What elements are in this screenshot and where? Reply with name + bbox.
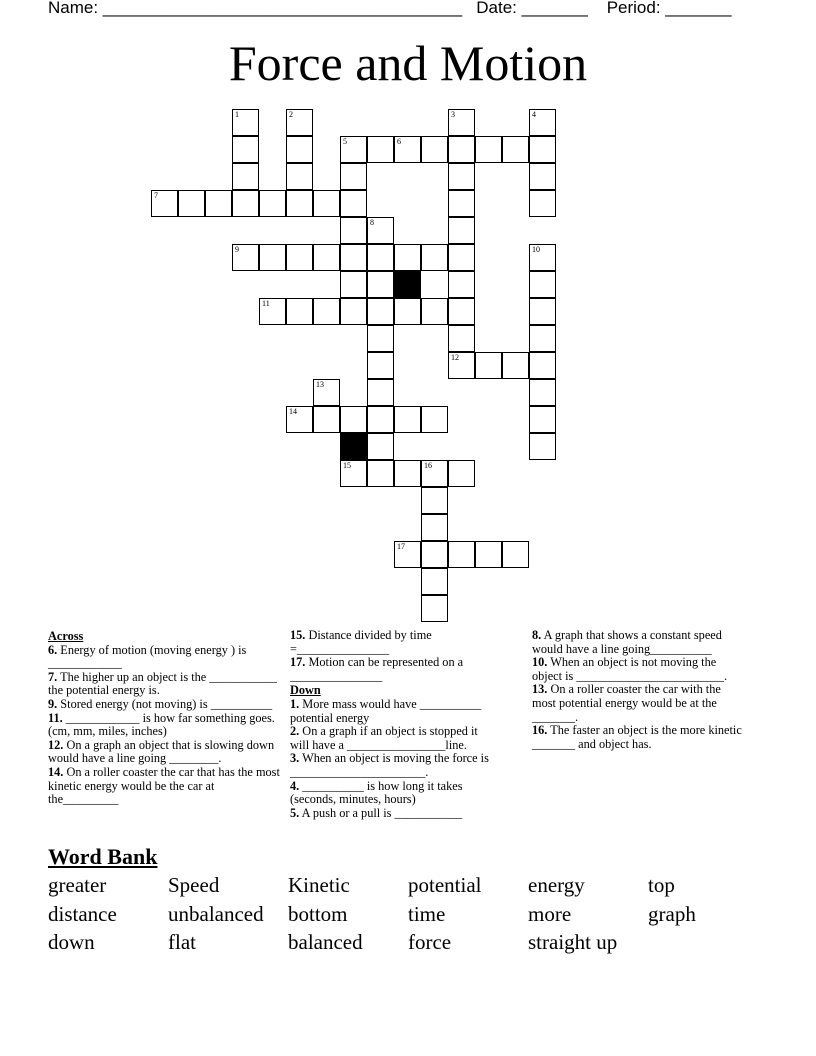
crossword-cell[interactable]	[367, 379, 394, 406]
period-field[interactable]: Period: _______	[606, 0, 732, 17]
crossword-cell[interactable]	[529, 109, 556, 136]
crossword-cell[interactable]	[367, 136, 394, 163]
crossword-cell[interactable]	[313, 298, 340, 325]
word-bank-word: more	[528, 902, 572, 926]
down-clue-list-continued	[532, 629, 746, 751]
crossword-cell[interactable]	[529, 136, 556, 163]
clue-number: 9.	[48, 696, 58, 711]
across-clue-list	[48, 644, 282, 807]
crossword-cell[interactable]	[313, 190, 340, 217]
clue-text: More mass would have __________ potential energy	[290, 696, 482, 725]
crossword-cell[interactable]	[286, 190, 313, 217]
crossword-cell[interactable]	[286, 163, 313, 190]
clue-number-label: 4	[532, 110, 536, 119]
clue-number: 11.	[48, 710, 63, 725]
crossword-cell[interactable]	[448, 325, 475, 352]
crossword-cell[interactable]	[448, 541, 475, 568]
crossword-cell[interactable]	[178, 190, 205, 217]
clues-column-1	[48, 629, 282, 807]
clue-number: 5.	[290, 805, 300, 820]
clue-text: On a roller coaster the car that has the most kinetic energy would be the car at the_________	[48, 764, 280, 807]
down-clue-list	[290, 698, 500, 820]
word-bank-word: unbalanced	[168, 902, 264, 926]
clue-number-label: 16	[424, 461, 432, 470]
word-bank-word: top	[648, 873, 675, 897]
clue-number-label: 13	[316, 380, 324, 389]
clue-number-label: 9	[235, 245, 239, 254]
clue-item	[532, 724, 746, 751]
clue-item	[290, 807, 500, 821]
word-bank-word: time	[408, 902, 446, 926]
crossword-cell[interactable]	[286, 136, 313, 163]
clue-number: 4.	[290, 778, 300, 793]
crossword-cell[interactable]	[286, 244, 313, 271]
clue-text: Motion can be represented on a _______________	[290, 655, 464, 683]
clue-item	[290, 698, 500, 725]
clues-column-3	[532, 629, 746, 751]
clue-text: On a roller coaster the car with the most potential energy would be at the _______.	[532, 682, 721, 724]
word-bank-word: balanced	[288, 930, 363, 954]
crossword-cell[interactable]	[421, 136, 448, 163]
clue-number-label: 3	[451, 110, 455, 119]
clue-item	[532, 656, 746, 683]
crossword-cell[interactable]	[367, 271, 394, 298]
crossword-cell[interactable]	[421, 298, 448, 325]
crossword-cell[interactable]	[421, 487, 448, 514]
crossword-cell[interactable]	[232, 163, 259, 190]
word-bank-word: Kinetic	[288, 873, 350, 897]
clue-text: __________ is how long it takes (seconds, minutes, hours)	[290, 778, 463, 807]
crossword-cell[interactable]	[448, 298, 475, 325]
crossword-cell[interactable]	[502, 541, 529, 568]
clue-text: On a graph if an object is stopped it will have a ________________line.	[290, 724, 478, 752]
clue-text: When an object is not moving the object is ________________________.	[532, 655, 728, 683]
clue-item	[48, 766, 282, 807]
crossword-cell[interactable]	[394, 541, 421, 568]
crossword-cell[interactable]	[367, 298, 394, 325]
crossword-cell[interactable]	[232, 244, 259, 271]
crossword-cell[interactable]	[313, 244, 340, 271]
black-cell	[394, 271, 421, 298]
crossword-cell[interactable]	[448, 244, 475, 271]
word-bank-word: potential	[408, 873, 482, 897]
clue-item	[48, 644, 282, 671]
crossword-cell[interactable]	[205, 190, 232, 217]
crossword-cell[interactable]	[232, 109, 259, 136]
crossword-cell[interactable]	[529, 379, 556, 406]
date-field[interactable]: Date: _______	[476, 0, 588, 17]
clue-number: 6.	[48, 642, 58, 657]
crossword-cell[interactable]	[448, 217, 475, 244]
crossword-cell[interactable]	[340, 271, 367, 298]
crossword-cell[interactable]	[394, 406, 421, 433]
clue-item	[290, 629, 500, 656]
crossword-cell[interactable]	[421, 514, 448, 541]
crossword-cell[interactable]	[421, 244, 448, 271]
crossword-cell[interactable]	[340, 217, 367, 244]
clue-number: 13.	[532, 682, 548, 697]
crossword-cell[interactable]	[394, 460, 421, 487]
crossword-cell[interactable]	[475, 136, 502, 163]
word-bank-word: distance	[48, 902, 117, 926]
crossword-cell[interactable]	[394, 244, 421, 271]
crossword-cell[interactable]	[313, 406, 340, 433]
clue-text: The faster an object is the more kinetic _______ and object has.	[532, 723, 742, 751]
crossword-cell[interactable]	[259, 298, 286, 325]
crossword-cell[interactable]	[529, 433, 556, 460]
crossword-cell[interactable]	[232, 136, 259, 163]
crossword-cell[interactable]	[340, 163, 367, 190]
clue-number: 8.	[532, 628, 542, 642]
crossword-cell[interactable]	[340, 190, 367, 217]
clue-number: 14.	[48, 764, 64, 779]
clue-text: A push or a pull is ___________	[299, 805, 463, 820]
clue-text: The higher up an object is the ___________ the potential energy is.	[48, 669, 277, 698]
crossword-cell[interactable]	[286, 109, 313, 136]
crossword-cell[interactable]	[367, 460, 394, 487]
clue-number-label: 6	[397, 137, 401, 146]
clue-number: 12.	[48, 737, 64, 752]
word-bank-word: bottom	[288, 902, 348, 926]
across-heading: Across	[48, 629, 84, 643]
crossword-cell[interactable]	[259, 244, 286, 271]
crossword-cell[interactable]	[448, 460, 475, 487]
clue-text: On a graph an object that is slowing down would have a line going ________.	[48, 737, 275, 766]
clue-number: 1.	[290, 696, 300, 711]
word-bank-title: Word Bank	[48, 844, 158, 869]
across-clue-list-continued	[290, 629, 500, 683]
crossword-cell[interactable]	[448, 271, 475, 298]
crossword-cell[interactable]	[394, 136, 421, 163]
clue-number: 2.	[290, 724, 300, 739]
crossword-cell[interactable]	[475, 541, 502, 568]
clue-number: 17.	[290, 655, 306, 670]
crossword-cell[interactable]	[367, 433, 394, 460]
clue-text: Distance divided by time =_______________	[290, 628, 432, 656]
crossword-cell[interactable]	[475, 352, 502, 379]
clue-number-label: 5	[343, 137, 347, 146]
crossword-cell[interactable]	[529, 163, 556, 190]
crossword-cell[interactable]	[448, 136, 475, 163]
crossword-cell[interactable]	[448, 163, 475, 190]
clue-text: Energy of motion (moving energy ) is ____________	[48, 642, 247, 671]
crossword-cell[interactable]	[421, 406, 448, 433]
clue-number: 10.	[532, 655, 548, 670]
crossword-cell[interactable]	[232, 190, 259, 217]
crossword-cell[interactable]	[502, 352, 529, 379]
word-bank-word: down	[48, 930, 95, 954]
clue-text: When an object is moving the force is ______________________.	[290, 751, 489, 779]
crossword-cell[interactable]	[421, 595, 448, 622]
name-field[interactable]: Name: ______________________________________	[48, 0, 463, 17]
clue-number: 7.	[48, 669, 58, 684]
down-heading: Down	[290, 683, 321, 698]
clue-number-label: 14	[289, 407, 297, 416]
clue-item	[532, 629, 746, 656]
clue-item	[48, 739, 282, 766]
crossword-cell[interactable]	[367, 244, 394, 271]
crossword-cell[interactable]	[340, 298, 367, 325]
clue-number-label: 1	[235, 110, 239, 119]
crossword-cell[interactable]	[367, 325, 394, 352]
crossword-cell[interactable]	[421, 460, 448, 487]
crossword-cell[interactable]	[151, 190, 178, 217]
clue-number-label: 11	[262, 299, 270, 308]
crossword-cell[interactable]	[340, 244, 367, 271]
clue-item	[48, 712, 282, 739]
crossword-cell[interactable]	[529, 352, 556, 379]
clue-item	[290, 656, 500, 683]
crossword-cell[interactable]	[340, 136, 367, 163]
black-cell	[340, 433, 367, 460]
crossword-cell[interactable]	[529, 298, 556, 325]
clue-number-label: 2	[289, 110, 293, 119]
clue-item	[290, 725, 500, 752]
clue-number: 15.	[290, 628, 306, 642]
word-bank-word: graph	[648, 902, 696, 926]
crossword-cell[interactable]	[448, 190, 475, 217]
crossword-cell[interactable]	[502, 136, 529, 163]
crossword-cell[interactable]	[448, 352, 475, 379]
crossword-cell[interactable]	[367, 406, 394, 433]
clue-item	[48, 671, 282, 698]
clue-item	[290, 780, 500, 807]
clue-item	[532, 683, 746, 724]
crossword-cell[interactable]	[421, 568, 448, 595]
crossword-cell[interactable]	[367, 217, 394, 244]
clue-item	[290, 752, 500, 779]
clue-number-label: 12	[451, 353, 459, 362]
clue-text: ____________ is how far something goes. (cm, mm, miles, inches)	[48, 710, 275, 739]
clue-number-label: 10	[532, 245, 540, 254]
crossword-cell[interactable]	[340, 406, 367, 433]
clue-number: 16.	[532, 723, 548, 738]
word-bank-word: flat	[168, 930, 196, 954]
crossword-cell[interactable]	[529, 406, 556, 433]
word-bank-word: greater	[48, 873, 107, 897]
crossword-cell[interactable]	[286, 298, 313, 325]
crossword-cell[interactable]	[286, 406, 313, 433]
word-bank-word: energy	[528, 873, 585, 897]
crossword-cell[interactable]	[367, 352, 394, 379]
clue-number-label: 8	[370, 218, 374, 227]
page-title: Force and Motion	[228, 35, 588, 91]
crossword-cell[interactable]	[529, 244, 556, 271]
crossword-cell[interactable]	[313, 379, 340, 406]
crossword-cell[interactable]	[529, 325, 556, 352]
clue-text: A graph that shows a constant speed would have a line going__________	[532, 628, 722, 656]
clue-text: Stored energy (not moving) is __________	[57, 696, 273, 711]
clues-column-2	[290, 629, 500, 820]
crossword-cell[interactable]	[421, 541, 448, 568]
clue-number-label: 15	[343, 461, 351, 470]
crossword-cell[interactable]	[529, 271, 556, 298]
crossword-cell[interactable]	[448, 109, 475, 136]
clue-item	[48, 698, 282, 712]
word-bank-word: force	[408, 930, 452, 954]
crossword-cell[interactable]	[394, 298, 421, 325]
crossword-cell[interactable]	[529, 190, 556, 217]
crossword-cell[interactable]	[340, 460, 367, 487]
word-bank-word: straight up	[528, 930, 618, 954]
clue-number: 3.	[290, 751, 300, 766]
crossword-cell[interactable]	[259, 190, 286, 217]
clue-number-label: 7	[154, 191, 158, 200]
word-bank-word: Speed	[168, 873, 220, 897]
clue-number-label: 17	[397, 542, 405, 551]
